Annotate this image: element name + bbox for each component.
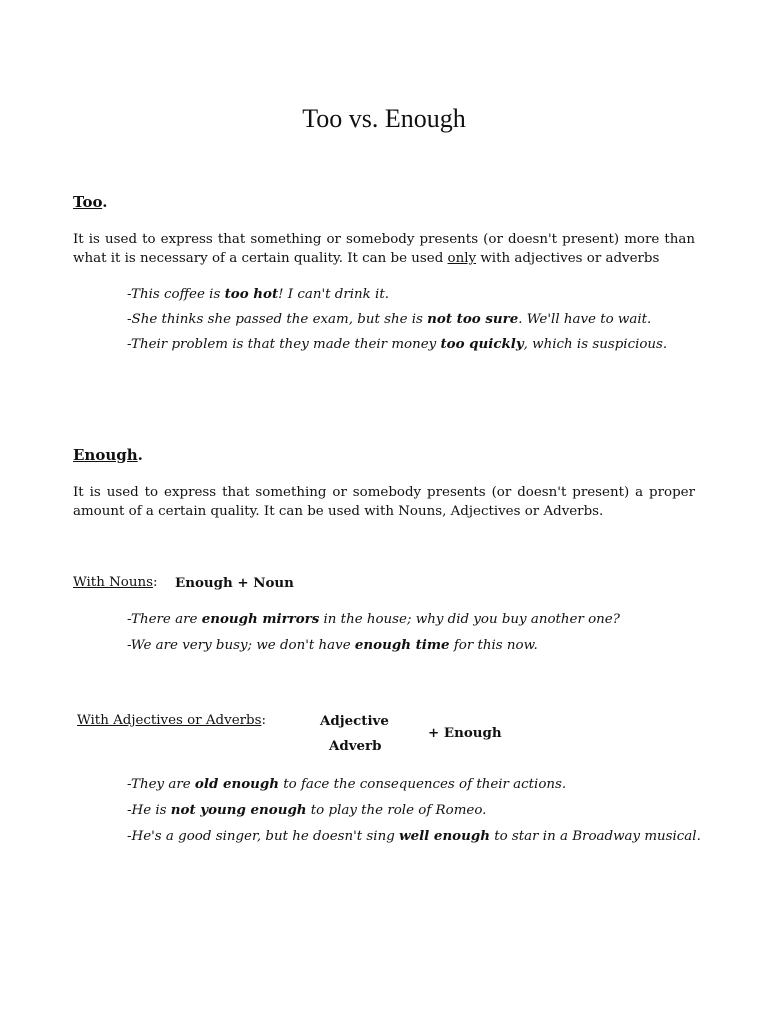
section-heading-enough xyxy=(73,446,143,464)
example-bold: well enough xyxy=(399,828,490,844)
example-text-end: for this now. xyxy=(449,638,538,653)
example-bold: not young enough xyxy=(170,802,307,818)
example-bold: enough mirrors xyxy=(201,611,320,627)
too-example-1 xyxy=(127,286,389,302)
page-title: Too vs. Enough xyxy=(302,104,466,133)
nouns-formula: Enough + Noun xyxy=(175,575,294,591)
adjectives-example-3 xyxy=(127,828,701,844)
example-bold: enough time xyxy=(354,637,450,653)
example-text: -He's a good singer, but he doesn't sing xyxy=(127,829,400,844)
example-text-end: ! I can't drink it. xyxy=(278,287,389,302)
example-bold: not too sure xyxy=(427,311,519,327)
formula-adverb: Adverb xyxy=(329,738,382,754)
section-heading-too xyxy=(73,193,107,211)
heading-text: Too xyxy=(73,193,103,211)
example-text: -Their problem is that they made their money xyxy=(127,337,441,352)
example-bold: too hot xyxy=(224,286,279,302)
example-text-end: . We'll have to wait. xyxy=(518,312,652,327)
example-bold: old enough xyxy=(194,776,279,792)
example-text: -They are xyxy=(127,777,195,792)
example-text-end: to face the consequences of their actions. xyxy=(279,777,567,792)
definition-text: It is used to express that something or somebody presents (or doesn't present) more than what it is necessary of a certain quality. It can be used xyxy=(73,232,695,266)
too-definition xyxy=(73,230,695,268)
label-punct: : xyxy=(152,575,158,590)
example-text: -There are xyxy=(127,612,202,627)
label-text: With Nouns xyxy=(73,575,153,590)
heading-punct: . xyxy=(102,193,108,211)
enough-definition: It is used to express that something or somebody presents (or doesn't present) a proper amount of a certain quality. It can be used with Nouns, Adjectives or Adverbs. xyxy=(73,485,695,519)
example-text: -She thinks she passed the exam, but she is xyxy=(127,312,428,327)
adjectives-label xyxy=(77,713,266,728)
example-text-end: to play the role of Romeo. xyxy=(306,803,487,818)
label-punct: : xyxy=(261,713,266,728)
definition-text-end: with adjectives or adverbs xyxy=(476,251,660,266)
example-bold: too quickly xyxy=(440,336,524,352)
too-example-3 xyxy=(127,336,667,352)
adjectives-example-2 xyxy=(127,802,486,818)
example-text: -He is xyxy=(127,803,171,818)
heading-punct: . xyxy=(137,446,143,464)
example-text-end: , which is suspicious. xyxy=(523,337,668,352)
nouns-label xyxy=(73,575,158,590)
adjectives-example-1 xyxy=(127,776,566,792)
example-text-end: to star in a Broadway musical. xyxy=(489,829,701,844)
formula-plus-enough: + Enough xyxy=(428,725,502,741)
label-text: With Adjectives or Adverbs xyxy=(77,713,262,728)
definition-emphasis: only xyxy=(447,251,477,266)
example-text-end: in the house; why did you buy another one? xyxy=(319,612,620,627)
nouns-example-1 xyxy=(127,611,620,627)
too-example-2 xyxy=(127,311,651,327)
example-text: -This coffee is xyxy=(127,287,225,302)
heading-text: Enough xyxy=(73,446,138,464)
nouns-example-2 xyxy=(127,637,538,653)
formula-adjective: Adjective xyxy=(320,713,389,729)
example-text: -We are very busy; we don't have xyxy=(127,638,355,653)
